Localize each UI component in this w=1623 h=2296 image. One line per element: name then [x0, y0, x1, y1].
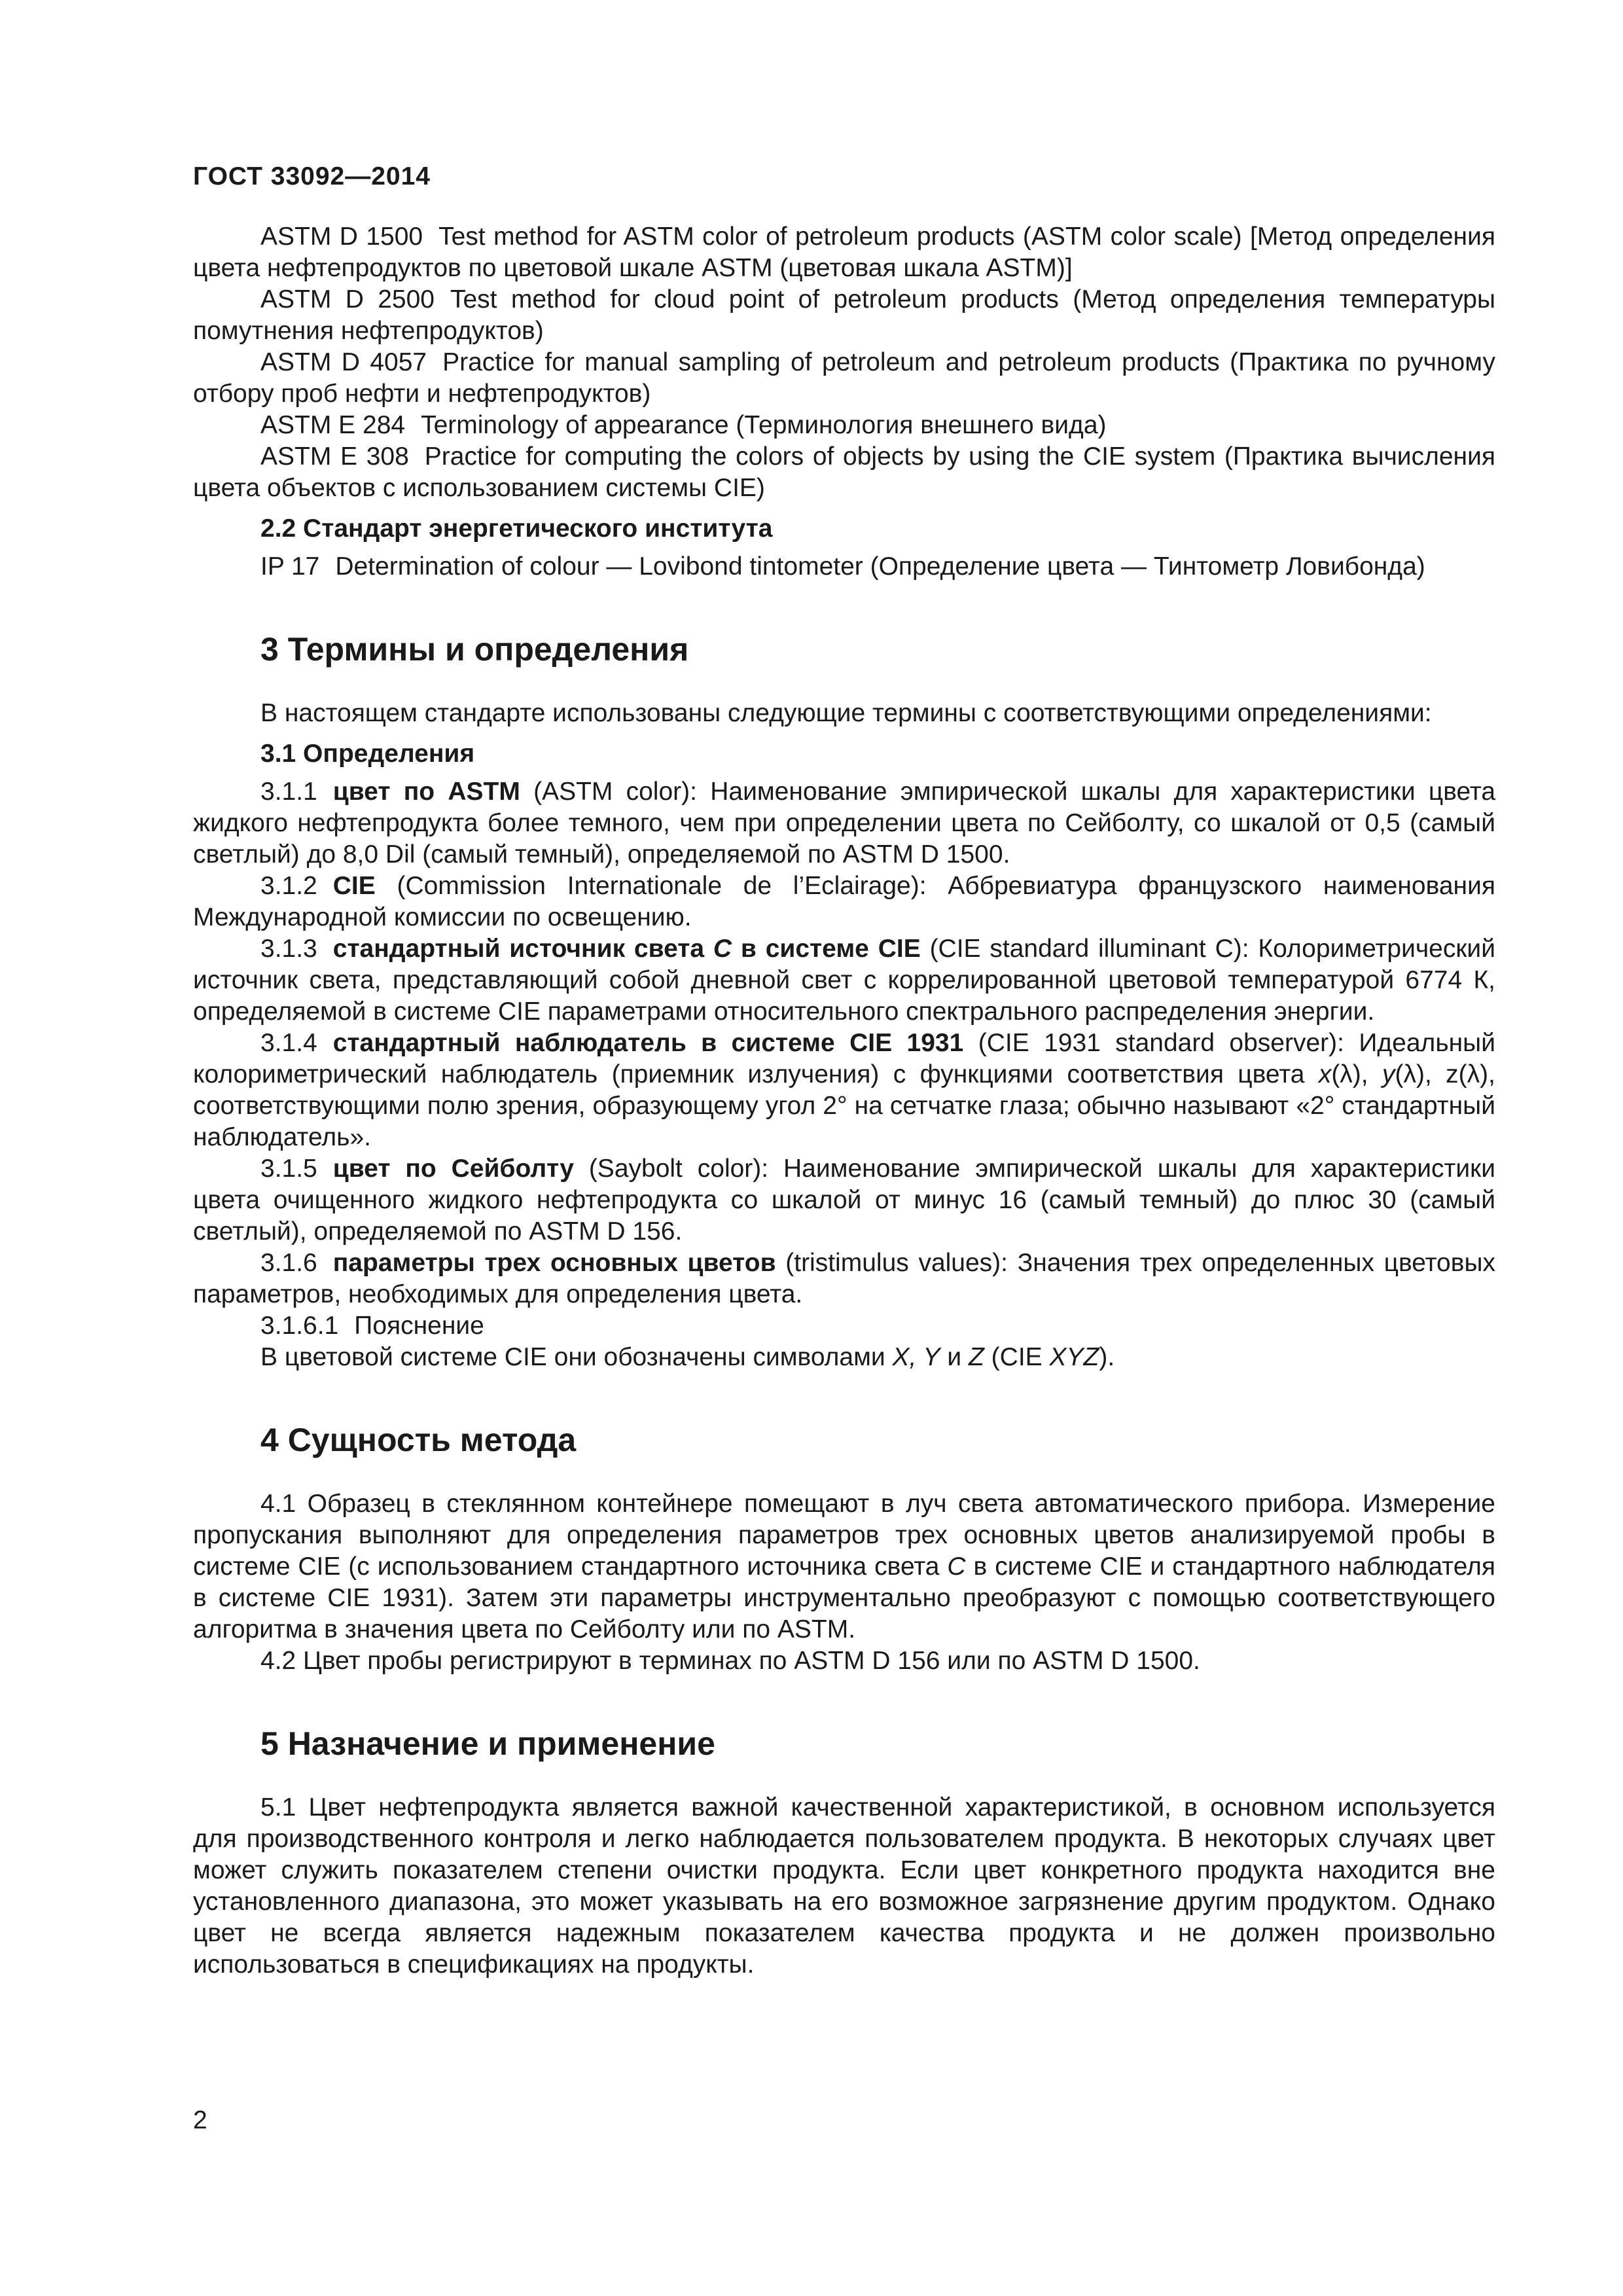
definition-part: Идеальный колориметрический наблюдатель (приемник излучения) с функциями соответствия цвета — [193, 1029, 1495, 1088]
term-definition: Аббревиатура французского наименования Международной комиссии по освещению. — [193, 872, 1495, 931]
term-entry — [193, 1247, 1495, 1310]
reference-item — [193, 221, 1495, 284]
reference-list — [193, 221, 1495, 504]
term-name — [333, 935, 921, 963]
energy-institute-heading: 2.2 Стандарт энергетического института — [260, 514, 773, 543]
reference-item — [193, 441, 1495, 504]
note-part: и — [940, 1343, 969, 1371]
term-number: 3.1.4 — [260, 1029, 317, 1057]
term-definition: Наименование эмпирической шкалы для характеристики цвета очищенного жидкого нефтепродукта со шкалой от минус 16 (самый темный) до плюс 30 (самый светлый), определяемой по ASTM D 156. — [193, 1155, 1495, 1246]
term-name: цвет по ASTM — [332, 778, 520, 806]
reference-text: Test method for ASTM color of petroleum products (ASTM color scale) [Метод определения цвета нефтепродуктов по цветовой шкале ASTM (цветовая шкала ASTM)] — [193, 223, 1495, 282]
term-number: 3.1.6 — [260, 1249, 317, 1277]
term-name-italic: C — [713, 935, 732, 963]
term-name-part: в системе CIE — [732, 935, 921, 963]
term-entry — [193, 1028, 1495, 1153]
paragraph-part: 4.1 Образец в стеклянном контейнере помещают в луч света автоматического прибора. Измерение пропускания выполняют для определения параметров трех основных цветов анализируемой пробы в системе CIE (с использованием стандартного источника света — [193, 1490, 1495, 1581]
definitions-heading: 3.1 Определения — [260, 740, 475, 768]
note-label: Пояснение — [354, 1312, 484, 1340]
definition-part: соответствующими полю зрения, образующему угол 2° на сетчатке глаза; обычно называют «2° стандартный наблюдатель». — [193, 1092, 1495, 1151]
section-4-heading: 4 Сущность метода — [260, 1422, 577, 1458]
reference-item — [193, 284, 1495, 347]
reference-item — [193, 410, 1495, 441]
term-english: (CIE standard illuminant C): — [929, 935, 1249, 963]
reference-code: ASTM E 308 — [260, 442, 409, 471]
term-name: CIE — [332, 872, 376, 900]
term-english: (ASTM color): — [533, 778, 697, 806]
note-symbol-xyz: XYZ — [1049, 1343, 1099, 1371]
reference-item — [193, 347, 1495, 410]
term-english: (Saybolt color): — [588, 1155, 769, 1183]
function-y: y — [1382, 1060, 1395, 1088]
paragraph-4-2: 4.2 Цвет пробы регистрируют в терминах по ASTM D 156 или по ASTM D 1500. — [260, 1647, 1200, 1675]
reference-item — [193, 551, 1495, 583]
paragraph-5-1: 5.1 Цвет нефтепродукта является важной качественной характеристикой, в основном используется для производственного контроля и легко наблюдается пользователем продукта. В некоторых случаях цвет может служить показателем степени очистки продукта. Если цвет конкретного продукта находится вне установленного диапазона, это может указывать на его возможное загрязнение другим продуктом. Однако цвет не всегда является надежным показателем качества продукта и не должен произвольно использоваться в спецификациях на продукты. — [193, 1793, 1495, 1979]
page-content — [193, 221, 1495, 1981]
reference-code: ASTM D 2500 — [260, 285, 435, 314]
term-english: (CIE 1931 standard observer): — [978, 1029, 1344, 1057]
definition-part: (λ), z(λ), — [1395, 1060, 1495, 1088]
note-number: 3.1.6.1 — [260, 1312, 339, 1340]
term-name: параметры трех основных цветов — [332, 1249, 776, 1277]
note-heading — [193, 1310, 1495, 1342]
page-number: 2 — [193, 2106, 207, 2134]
term-number: 3.1.2 — [260, 872, 317, 900]
note-part: (CIE — [984, 1343, 1050, 1371]
illuminant-symbol: C — [947, 1552, 966, 1581]
paragraph-part: в системе CIE и стандартного наблюдателя в системе CIE 1931). Затем эти параметры инструментально преобразуют с помощью соответствующего алгоритма в значения цвета по Сейболту или по ASTM. — [193, 1552, 1495, 1643]
reference-text: Determination of colour — Lovibond tintometer (Определение цвета — Тинтометр Ловибонда) — [335, 552, 1425, 581]
reference-text: Practice for manual sampling of petroleum and petroleum products (Практика по ручному отбору проб нефти и нефтепродуктов) — [193, 348, 1495, 408]
term-english: (tristimulus values): — [785, 1249, 1008, 1277]
term-name: стандартный наблюдатель в системе CIE 1931 — [332, 1029, 964, 1057]
term-entry — [193, 776, 1495, 870]
paragraph-4-1 — [193, 1488, 1495, 1645]
note-symbols-xy: X, Y — [892, 1343, 940, 1371]
note-text — [193, 1342, 1495, 1373]
section-5-heading: 5 Назначение и применение — [260, 1725, 715, 1762]
reference-code: ASTM E 284 — [260, 411, 406, 439]
term-number: 3.1.1 — [260, 778, 317, 806]
reference-code: IP 17 — [260, 552, 320, 581]
term-definition: Колориметрический источник света, представляющий собой дневной свет с коррелированной цветовой температурой 6774 К, определяемой в системе CIE параметрами относительного спектрального распределения энергии. — [193, 935, 1496, 1026]
term-entry — [193, 870, 1495, 933]
term-english: (Commission Internationale de l’Eclairage): — [397, 872, 927, 900]
term-name-part: стандартный источник света — [332, 935, 713, 963]
term-definition: Значения трех определенных цветовых параметров, необходимых для определения цвета. — [193, 1249, 1495, 1308]
definition-part: (λ), — [1331, 1060, 1382, 1088]
term-name: цвет по Сейболту — [332, 1155, 574, 1183]
reference-code: ASTM D 1500 — [260, 223, 423, 251]
reference-code: ASTM D 4057 — [260, 348, 427, 376]
note-symbol-z: Z — [969, 1343, 984, 1371]
section-3-intro: В настоящем стандарте использованы следующие термины с соответствующими определениями: — [260, 699, 1432, 727]
reference-text: Test method for cloud point of petroleum products (Метод определения температуры помутнения нефтепродуктов) — [193, 285, 1495, 345]
term-entry — [193, 933, 1495, 1028]
note-part: В цветовой системе CIE они обозначены символами — [260, 1343, 893, 1371]
function-x: x — [1318, 1060, 1332, 1088]
note-part: ). — [1099, 1343, 1115, 1371]
term-definition: Наименование эмпирической шкалы для характеристики цвета жидкого нефтепродукта более темного, чем при определении цвета по Сейболту, со шкалой от 0,5 (самый светлый) до 8,0 Dil (самый темный), определяемой по ASTM D 1500. — [193, 778, 1496, 869]
document-code: ГОСТ 33092—2014 — [193, 162, 431, 190]
section-3-heading: 3 Термины и определения — [260, 631, 689, 668]
term-number: 3.1.3 — [260, 935, 317, 963]
reference-text: Terminology of appearance (Терминология внешнего вида) — [421, 411, 1107, 439]
term-entry — [193, 1153, 1495, 1247]
term-number: 3.1.5 — [260, 1155, 317, 1183]
reference-text: Practice for computing the colors of objects by using the CIE system (Практика вычисления цвета объектов с использованием системы CIE) — [193, 442, 1495, 502]
